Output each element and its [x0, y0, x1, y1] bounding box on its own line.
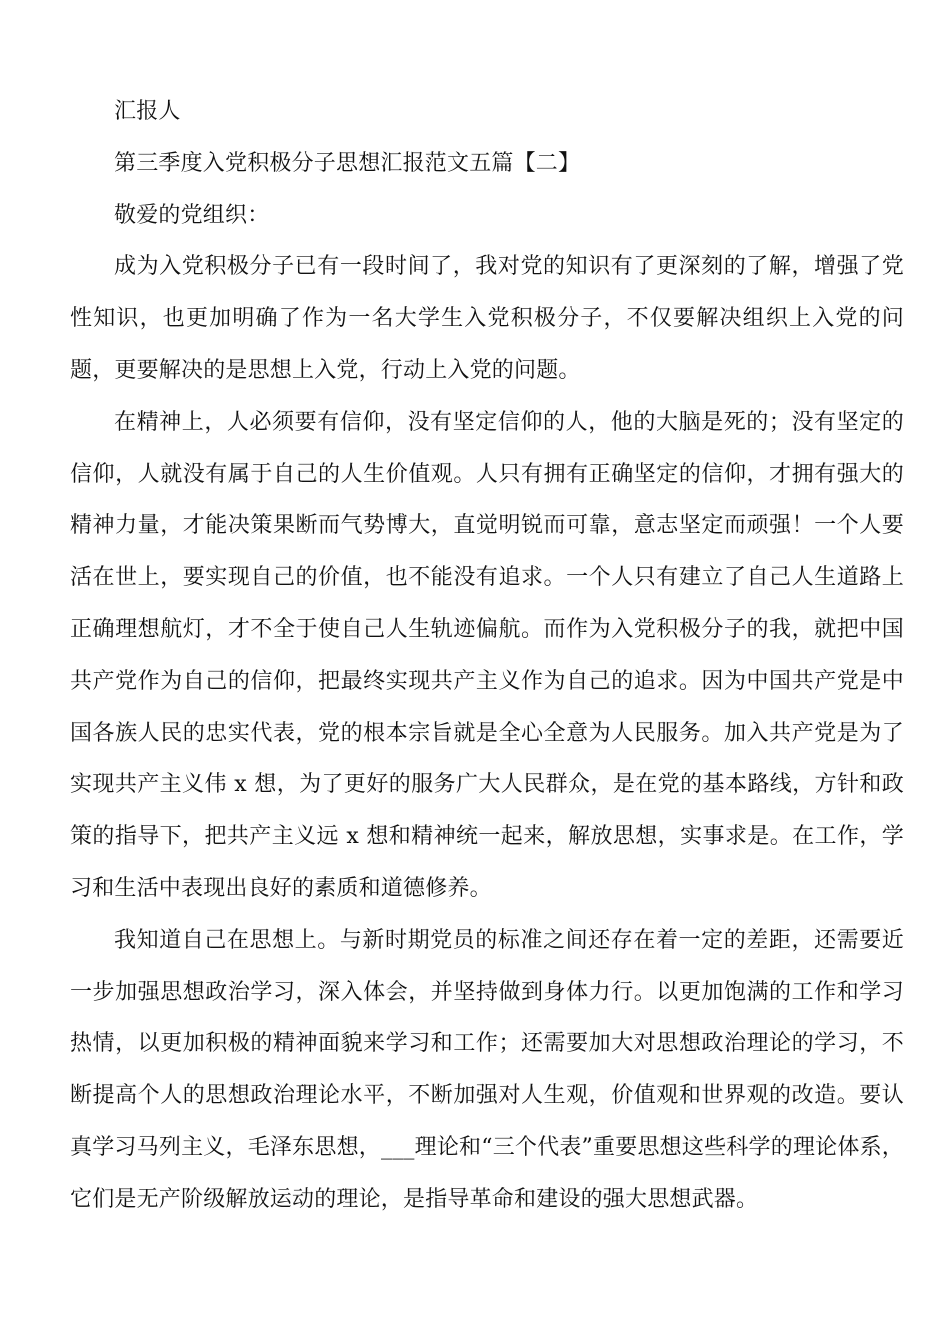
paragraph-1: 成为入党积极分子已有一段时间了，我对党的知识有了更深刻的了解，增强了党性知识，也更加明确了作为一名大学生入党积极分子，不仅要解决组织上入党的问题，更要解决的是思想上入党，行动上入党的问题。 — [70, 254, 904, 383]
document-heading: 第三季度入党积极分子思想汇报范文五篇【二】 — [114, 150, 581, 176]
paragraph-3: 我知道自己在思想上。与新时期党员的标准之间还存在着一定的差距，还需要近一步加强思想政治学习，深入体会，并坚持做到身体力行。以更加饱满的工作和学习热情，以更加积极的精神面貌来学习和工作；还需要加大对思想政治理论的学习，不断提高个人的思想政治理论水平，不断加强对人生观，价值观和世界观的改造。要认真学习马列主义，毛泽东思想，___理论和“三个代表”重要思想这些科学的理论体系，它们是无产阶级解放运动的理论，是指导革命和建设的强大思想武器。 — [70, 927, 904, 1212]
reporter-label: 汇报人 — [114, 99, 181, 124]
document-body — [70, 86, 904, 1226]
paragraph-2: 在精神上，人必须要有信仰，没有坚定信仰的人，他的大脑是死的；没有坚定的信仰，人就没有属于自己的人生价值观。人只有拥有正确坚定的信仰，才拥有强大的精神力量，才能决策果断而气势博大，直觉明锐而可靠，意志坚定而顽强！一个人要活在世上，要实现自己的价值，也不能没有追求。一个人只有建立了自己人生道路上正确理想航灯，才不全于使自己人生轨迹偏航。而作为入党积极分子的我，就把中国共产党作为自己的信仰，把最终实现共产主义作为自己的追求。因为中国共产党是中国各族人民的忠实代表，党的根本宗旨就是全心全意为人民服务。加入共产党是为了实现共产主义伟 x 想，为了更好的服务广大人民群众，是在党的基本路线，方针和政策的指导下，把共产主义远 x 想和精神统一起来，解放思想，实事求是。在工作，学习和生活中表现出良好的素质和道德修养。 — [70, 409, 904, 901]
salutation: 敬爱的党组织： — [114, 202, 270, 228]
